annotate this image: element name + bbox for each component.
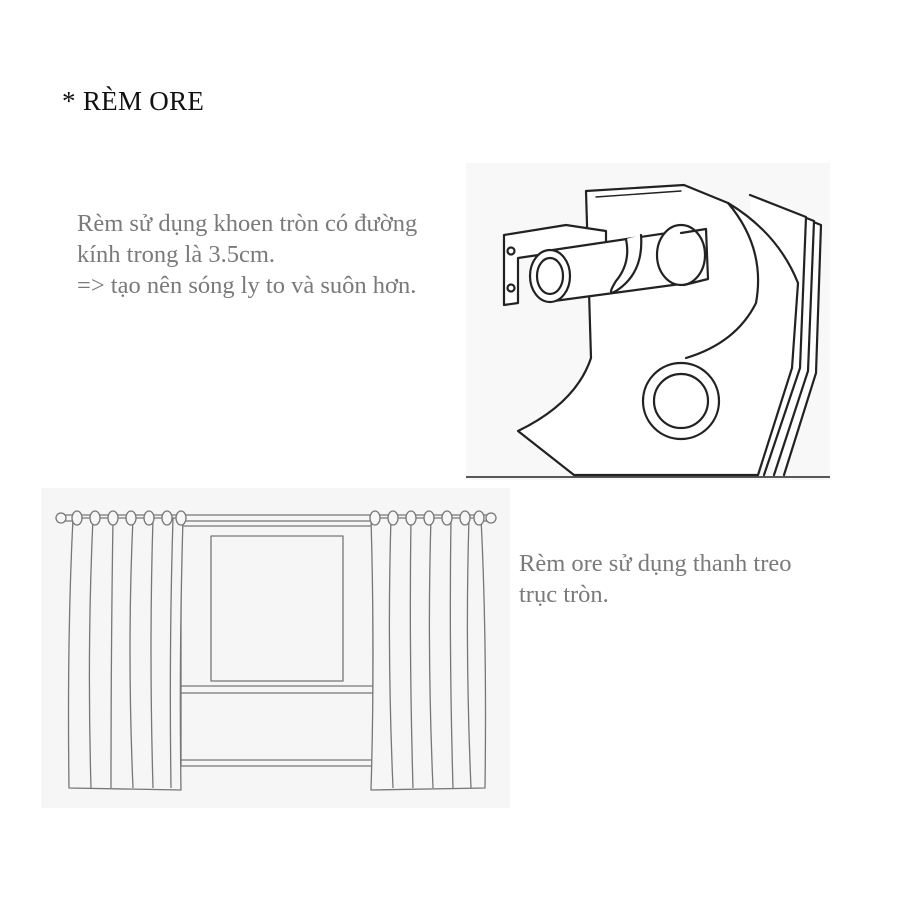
window-curtains-illustration <box>41 488 510 808</box>
page-heading: * RÈM ORE <box>62 86 205 116</box>
grommet-description <box>77 208 417 301</box>
rod-description-line: Rèm ore sử dụng thanh treo <box>519 550 792 577</box>
grommet-curtain-illustration <box>466 163 830 480</box>
grommet-description-line: => tạo nên sóng ly to và suôn hơn. <box>77 272 417 299</box>
grommet-curtain-drawing <box>466 163 830 480</box>
window-curtains-drawing <box>41 488 510 808</box>
rod-description <box>519 548 792 610</box>
grommet-description-line: kính trong là 3.5cm. <box>77 241 276 268</box>
rod-description-line: trục tròn. <box>519 581 609 608</box>
grommet-description-line: Rèm sử dụng khoen tròn có đường <box>77 210 418 237</box>
